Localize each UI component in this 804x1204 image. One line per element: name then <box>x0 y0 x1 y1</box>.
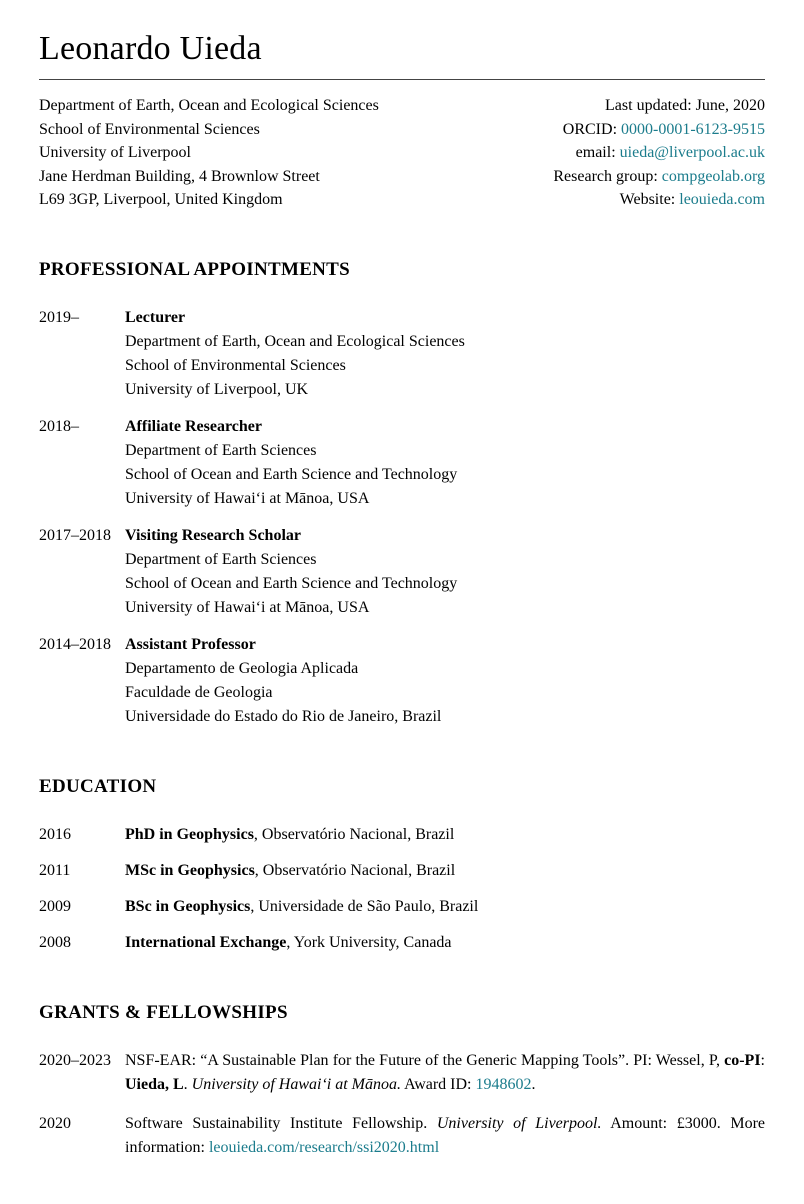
entry-body <box>125 823 765 847</box>
email-line <box>553 141 765 165</box>
grant-role: co-PI <box>724 1051 761 1069</box>
degree-title: MSc in Geophysics <box>125 861 255 879</box>
entry-line: Department of Earth Sciences <box>125 550 317 568</box>
education-entry <box>39 895 765 919</box>
grant-text: NSF-EAR: “A Sustainable Plan for the Future of the Generic Mapping Tools”. PI: Wessel, P, <box>125 1051 725 1069</box>
address-line: Department of Earth, Ocean and Ecological Sciences <box>39 97 379 114</box>
last-updated-label: Last updated: <box>605 97 692 114</box>
research-group-line <box>553 165 765 189</box>
award-id-link[interactable]: 1948602 <box>475 1075 532 1093</box>
entry-line: Universidade do Estado do Rio de Janeiro, Brazil <box>125 707 442 725</box>
entry-body <box>125 306 765 402</box>
entry-body <box>125 633 765 729</box>
research-group-link[interactable]: compgeolab.org <box>661 167 765 185</box>
entry-body <box>125 859 765 883</box>
title-rule <box>39 79 765 80</box>
entry-body <box>125 524 765 620</box>
grant-entry <box>39 1049 765 1096</box>
grant-text: Software Sustainability Institute Fellowship. <box>125 1115 437 1133</box>
appointment-entry <box>39 306 765 402</box>
entry-line: University of Liverpool, UK <box>125 380 309 398</box>
section-heading-appointments: PROFESSIONAL APPOINTMENTS <box>39 258 351 280</box>
grant-text: Award ID: <box>400 1075 476 1093</box>
grant-description <box>125 1049 765 1096</box>
fellowship-info-link[interactable]: leouieda.com/research/ssi2020.html <box>208 1138 440 1156</box>
last-updated-line <box>553 94 765 118</box>
grant-text: . <box>183 1075 192 1093</box>
entry-body <box>125 931 765 955</box>
entry-line: University of Hawaiʻi at Mānoa, USA <box>125 598 370 616</box>
grant-text: : <box>760 1051 765 1069</box>
degree-title: PhD in Geophysics <box>125 825 254 843</box>
entry-line: Departamento de Geologia Aplicada <box>125 659 359 677</box>
grant-text: Amount: £3000. More information: <box>125 1115 766 1156</box>
email-label: email: <box>575 144 616 162</box>
position-title: Lecturer <box>125 308 186 326</box>
degree-title: International Exchange <box>125 933 287 951</box>
degree-detail: , Observatório Nacional, Brazil <box>254 861 456 879</box>
orcid-line <box>553 118 765 142</box>
section-heading-education: EDUCATION <box>39 775 157 797</box>
entry-dates: 2011 <box>39 861 71 879</box>
entry-dates: 2017–2018 <box>39 526 111 544</box>
degree-detail: , York University, Canada <box>286 933 452 951</box>
entry-dates: 2020 <box>39 1115 71 1133</box>
grant-institution: University of Hawaiʻi at Mānoa. <box>191 1075 401 1093</box>
contact-links <box>553 94 765 212</box>
last-updated-value: June, 2020 <box>695 97 765 114</box>
entry-body <box>125 895 765 919</box>
appointment-entry <box>39 633 765 729</box>
entry-line: University of Hawaiʻi at Mānoa, USA <box>125 489 370 507</box>
website-link[interactable]: leouieda.com <box>679 191 765 209</box>
contact-address <box>39 94 379 212</box>
entry-dates: 2009 <box>39 897 71 915</box>
appointment-entry <box>39 524 765 620</box>
grant-institution: University of Liverpool. <box>436 1115 602 1133</box>
education-entry <box>39 859 765 883</box>
degree-title: BSc in Geophysics <box>125 897 251 915</box>
entry-dates: 2008 <box>39 933 71 951</box>
entry-line: Department of Earth Sciences <box>125 441 317 459</box>
position-title: Affiliate Researcher <box>125 417 262 435</box>
page-title: Leonardo Uieda <box>39 30 262 67</box>
grant-pi-name: Uieda, L <box>125 1075 184 1093</box>
education-entry <box>39 823 765 847</box>
orcid-link[interactable]: 0000-0001-6123-9515 <box>621 120 765 138</box>
email-link[interactable]: uieda@liverpool.ac.uk <box>619 144 765 162</box>
grant-description <box>125 1112 765 1159</box>
degree-detail: , Observatório Nacional, Brazil <box>253 825 455 843</box>
address-line: School of Environmental Sciences <box>39 120 260 138</box>
website-line <box>553 188 765 212</box>
entry-dates: 2020–2023 <box>39 1051 111 1069</box>
education-entry <box>39 931 765 955</box>
entry-body <box>125 415 765 511</box>
orcid-label: ORCID: <box>562 120 618 138</box>
appointment-entry <box>39 415 765 511</box>
entry-line: School of Ocean and Earth Science and Technology <box>125 465 458 483</box>
position-title: Visiting Research Scholar <box>125 526 301 544</box>
grant-entry <box>39 1112 765 1159</box>
entry-dates: 2018– <box>39 417 79 435</box>
entry-dates: 2019– <box>39 308 79 326</box>
entry-line: Department of Earth, Ocean and Ecological Sciences <box>125 332 465 350</box>
research-group-label: Research group: <box>553 167 658 185</box>
entry-line: School of Ocean and Earth Science and Technology <box>125 574 458 592</box>
contact-block <box>39 94 765 212</box>
address-line: University of Liverpool <box>39 144 191 162</box>
address-line: L69 3GP, Liverpool, United Kingdom <box>39 191 283 209</box>
degree-detail: , Universidade de São Paulo, Brazil <box>250 897 479 915</box>
address-line: Jane Herdman Building, 4 Brownlow Street <box>39 167 320 185</box>
entry-dates: 2016 <box>39 825 71 843</box>
position-title: Assistant Professor <box>125 635 256 653</box>
website-label: Website: <box>619 191 676 209</box>
section-heading-grants: GRANTS & FELLOWSHIPS <box>39 1001 288 1023</box>
entry-dates: 2014–2018 <box>39 635 111 653</box>
grant-text: . <box>531 1075 536 1093</box>
entry-line: Faculdade de Geologia <box>125 683 273 701</box>
entry-line: School of Environmental Sciences <box>125 356 346 374</box>
